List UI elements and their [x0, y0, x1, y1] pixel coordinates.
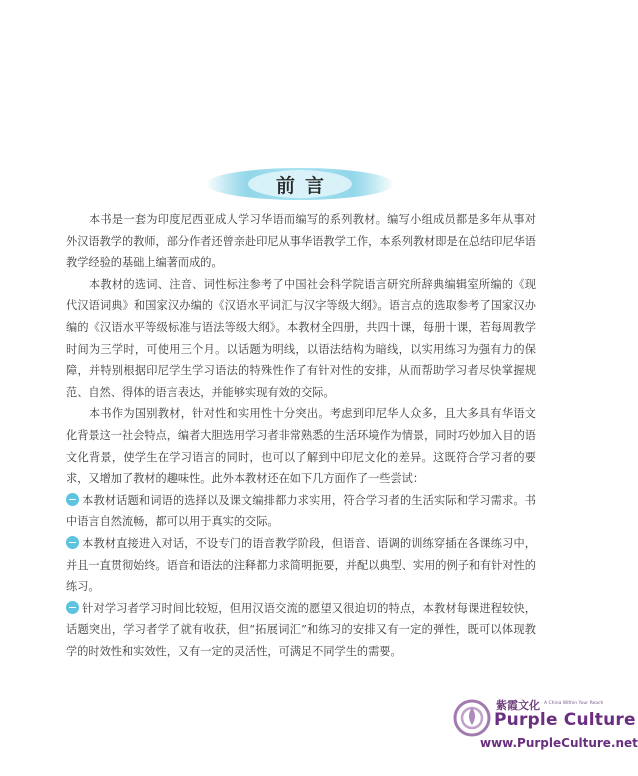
title-banner: [205, 166, 395, 202]
item-text: 本教材直接进入对话，不设专门的语音教学阶段，但语音、语调的训练穿插在各课练习中，并且一直贯彻始终。语音和语法的注释都力求简明扼要，并配以典型、实用的例子和有针对性的练习。: [66, 536, 536, 594]
paragraph-1: 本书是一套为印度尼西亚成人学习华语而编写的系列教材。编写小组成员都是多年从事对外汉语教学的教师，部分作者还曾亲赴印尼从事华语教学工作，本系列教材即是在总结印尼华语教学经验的基础上编著而成的。: [66, 213, 536, 270]
item-number-badge: [66, 536, 79, 549]
paragraph-2: 本教材的选词、注音、词性标注参考了中国社会科学院语言研究所辞典编辑室所编的《现代汉语词典》和国家汉办编的《汉语水平词汇与汉字等级大纲》。语言点的选取参考了国家汉办编的《汉语水平等级标准与语法等级大纲》。本教材全四册，共四十课，每册十课，若每周教学时间为三学时，可使用三个月。以话题为明线，以语法结构为暗线，以实用练习为强有力的保障，并特别根据印尼学生学习语法的特殊性作了有针对性的安排，从而帮助学习者尽快掌握规范、自然、得体的语言表达，并能够实现有效的交际。: [66, 277, 536, 399]
watermark-chinese-name: 紫霞文化: [496, 699, 540, 712]
numbered-item-2: [66, 533, 536, 598]
numbered-item-3: [66, 598, 536, 663]
page-title: 前言: [275, 174, 334, 197]
watermark-url: www.PurpleCulture.net: [480, 736, 638, 750]
item-text: 本教材话题和词语的选择以及课文编排都力求实用，符合学习者的生活实际和学习需求。书中语言自然流畅，都可以用于真实的交际。: [66, 493, 536, 529]
preface-body: [66, 209, 536, 662]
watermark-name: Purple Culture: [494, 710, 636, 730]
numbered-item-1: [66, 490, 536, 533]
item-text: 针对学习者学习时间比较短，但用汉语交流的愿望又很迫切的特点，本教材每课进程较快，话题突出，学习者学了就有收获，但“拓展词汇”和练习的安排又有一定的弹性，既可以体现教学的时效性和实效性，又有一定的灵活性，可满足不同学生的需要。: [66, 601, 536, 658]
watermark-logo: [452, 692, 638, 776]
watermark-tagline: A China Within Your Reach: [544, 701, 604, 706]
lotus-logo-icon: [452, 698, 492, 738]
item-number-badge: [66, 601, 79, 614]
item-number-badge: [66, 493, 79, 506]
paragraph-3: 本书作为国别教材，针对性和实用性十分突出。考虑到印尼华人众多，且大多具有华语文化背景这一社会特点，编者大胆选用学习者非常熟悉的生活环境作为情景，同时巧妙加入目的语文化背景，使学生在学习语言的同时，也可以了解到中印尼文化的差异。这既符合学习者的要求，又增加了教材的趣味性。此外本教材还在如下几方面作了一些尝试：: [66, 407, 536, 486]
